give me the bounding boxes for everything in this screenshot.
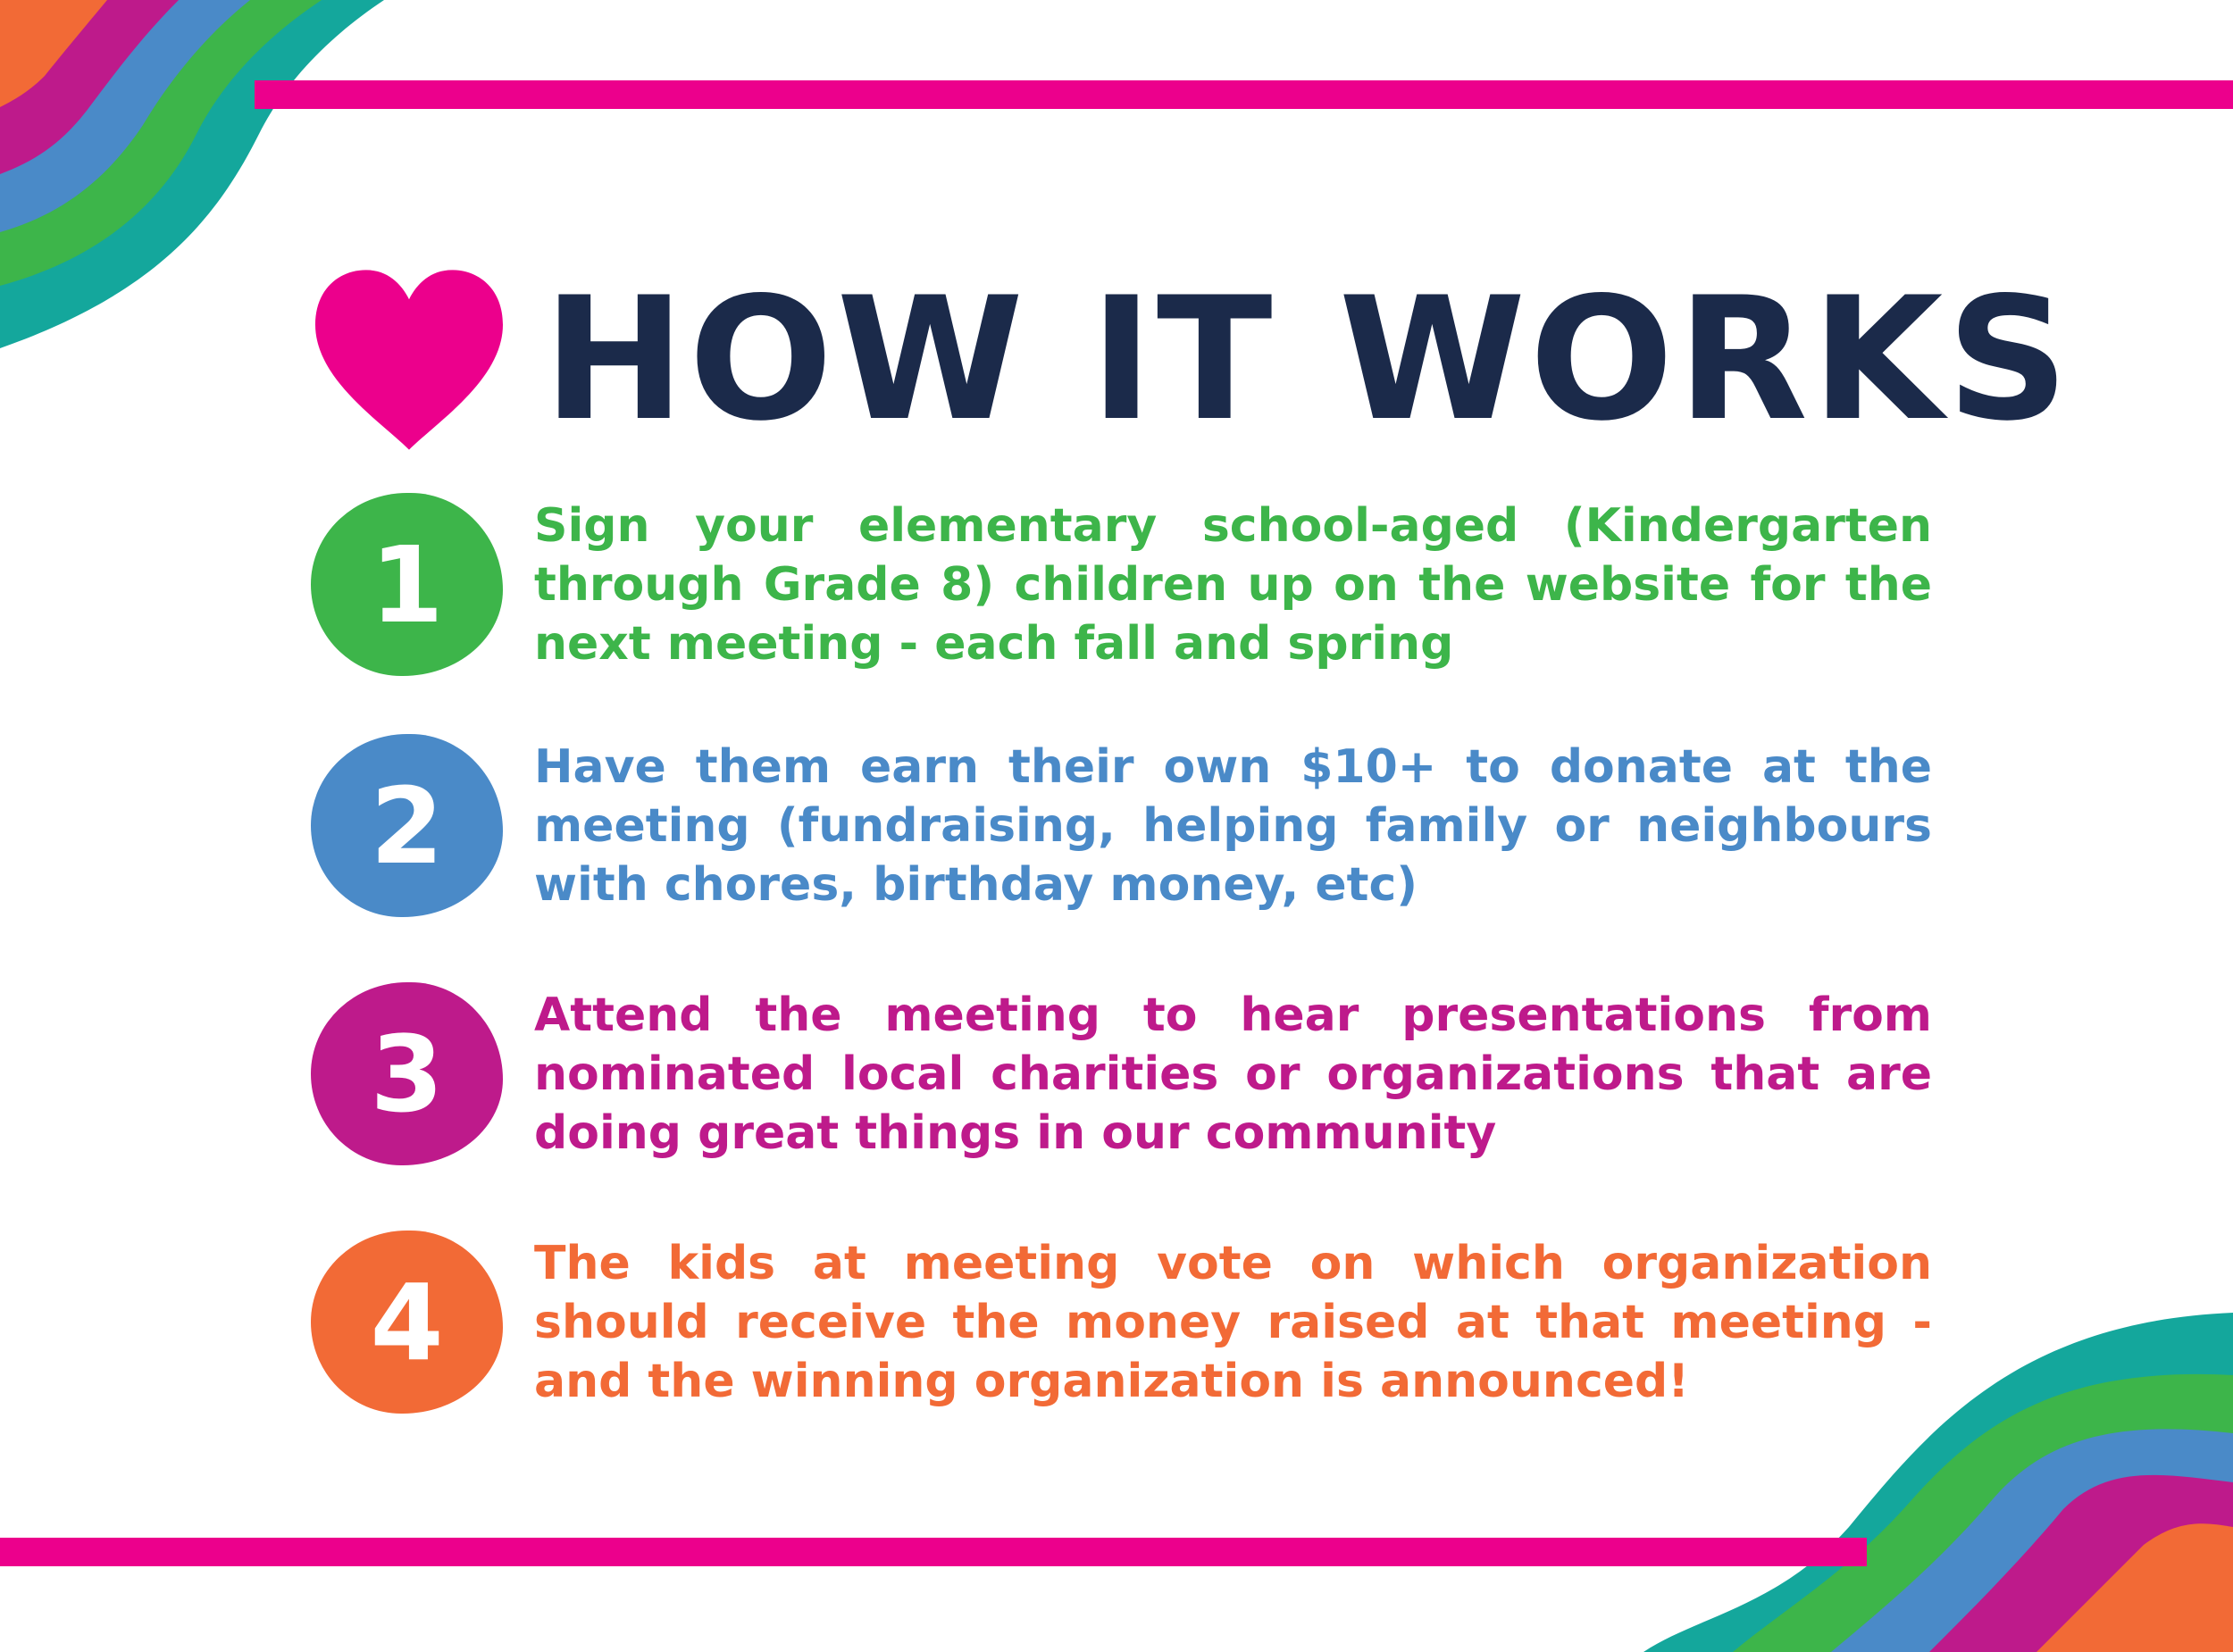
bottom-divider	[0, 1538, 1867, 1566]
step-1	[311, 493, 1932, 676]
step-number-badge	[311, 1231, 503, 1414]
step-number-badge	[311, 734, 503, 917]
top-divider	[255, 80, 2233, 109]
heart-icon	[311, 266, 507, 454]
step-3	[311, 982, 1932, 1165]
step-number-badge	[311, 493, 503, 676]
step-number-badge	[311, 982, 503, 1165]
step-2	[311, 734, 1932, 917]
step-text: Have them earn their own $10+ to donate at the meeting (fundraising, helping family or neighbours with chores, birthday money, etc)	[534, 739, 1932, 912]
step-number: 1	[370, 522, 444, 647]
step-number: 2	[370, 763, 444, 888]
header	[311, 260, 2073, 458]
step-text: Sign your elementary school-aged (Kindergarten through Grade 8) children up on the website for the next meeting - each fall and spring	[534, 498, 1932, 671]
step-text: The kids at meeting vote on which organization should receive the money raised at that meeting - and the winning organization is announced!	[534, 1236, 1932, 1408]
step-text: Attend the meeting to hear presentations from nominated local charities or organizations that are doing great things in our community	[534, 988, 1932, 1160]
page-title: HOW IT WORKS	[543, 260, 2073, 458]
step-4	[311, 1231, 1932, 1414]
step-number: 4	[370, 1260, 444, 1384]
step-number: 3	[370, 1012, 444, 1136]
